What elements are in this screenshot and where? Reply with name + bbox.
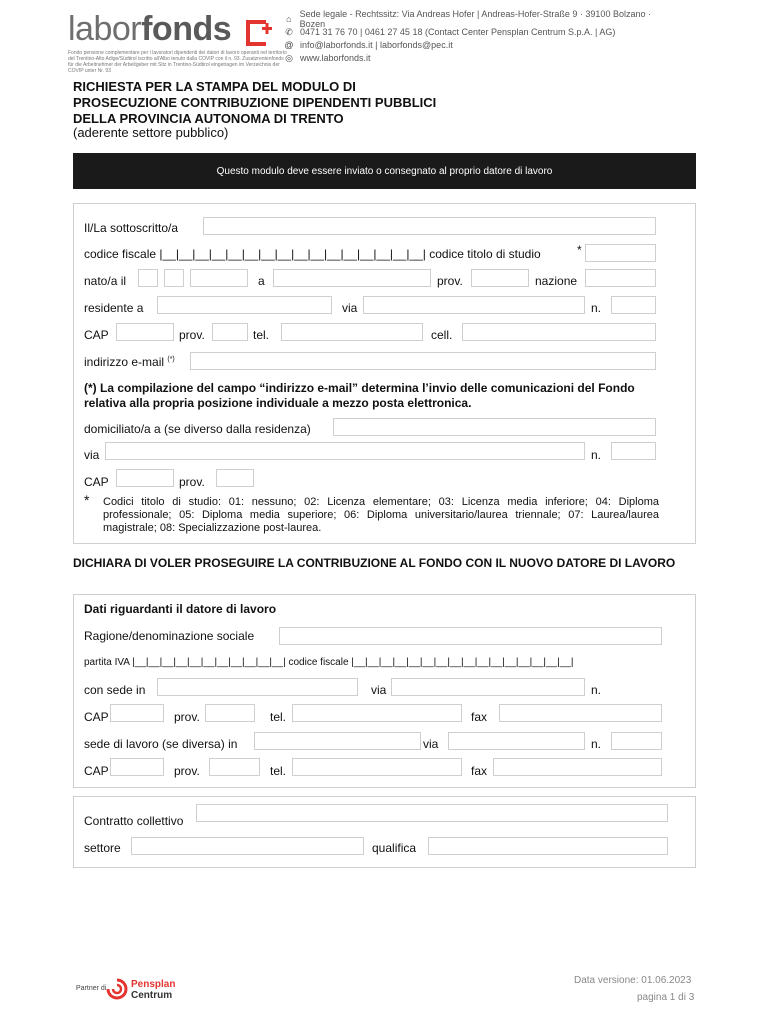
birth-prov-label: prov. <box>437 274 463 288</box>
form-subtitle: (aderente settore pubblico) <box>73 125 229 140</box>
sede-lavoro-label: sede di lavoro (se diversa) in <box>84 737 238 751</box>
form-title <box>73 79 436 127</box>
prov-label: prov. <box>179 328 205 342</box>
emp-fax-field[interactable] <box>499 704 662 722</box>
contact-email-text: info@laborfonds.it | laborfonds@pec.it <box>300 39 453 50</box>
piva-label: partita IVA |__|__|__|__|__|__|__|__|__|__|__| codice fiscale |__|__|__|__|__|__|__|__|__|__|__|__|__|__|__|__| <box>84 657 574 668</box>
name-field[interactable] <box>203 217 656 235</box>
title-line-3: DELLA PROVINCIA AUTONOMA DI TRENTO <box>73 111 344 126</box>
sede-field[interactable] <box>157 678 358 696</box>
via-field[interactable] <box>363 296 585 314</box>
nazione-label: nazione <box>535 274 578 288</box>
emp-tel-label: tel. <box>270 710 287 724</box>
at-icon: @ <box>284 39 294 50</box>
laborfonds-logo-mark-icon <box>242 16 274 48</box>
birth-place-label: a <box>258 274 265 288</box>
asterisk-mark: * <box>577 243 582 257</box>
phone-icon: ✆ <box>285 26 293 37</box>
birth-month-field[interactable] <box>164 269 184 287</box>
partner-name-line-2: Centrum <box>131 990 173 1001</box>
title-line-1: RICHIESTA PER LA STAMPA DEL MODULO DI <box>73 79 356 94</box>
laborfonds-logo <box>68 10 231 49</box>
sede-lavoro-n-label: n. <box>591 737 602 751</box>
emp-cap-field[interactable] <box>110 704 164 722</box>
birth-prov-field[interactable] <box>471 269 529 287</box>
emp-prov-label: prov. <box>174 710 200 724</box>
partner-name-line-1: Pensplan <box>131 979 176 990</box>
email-footnote-mark: (*) <box>167 356 175 363</box>
dom-via-label: via <box>84 448 100 462</box>
emp-via-field[interactable] <box>391 678 585 696</box>
dom-prov-field[interactable] <box>216 469 254 487</box>
sl-fax-label: fax <box>471 764 488 778</box>
email-field[interactable] <box>190 352 656 370</box>
residente-label: residente a <box>84 301 144 315</box>
emp-cap-label: CAP <box>84 710 109 724</box>
employer-heading: Dati riguardanti il datore di lavoro <box>84 602 277 616</box>
contact-phone-text: 0471 31 76 70 | 0461 27 45 18 (Contact Center Pensplan Centrum S.p.A. | AG) <box>300 26 616 37</box>
emp-tel-field[interactable] <box>292 704 462 722</box>
pensplan-logo-icon <box>106 978 128 1000</box>
n-field[interactable] <box>611 296 656 314</box>
home-icon: ⌂ <box>286 13 292 24</box>
partner-label: Partner di <box>76 985 107 992</box>
sl-cap-field[interactable] <box>110 758 164 776</box>
page-number: pagina 1 di 3 <box>637 992 695 1003</box>
contact-address <box>284 8 664 29</box>
domiciliato-label: domiciliato/a a (se diverso dalla residenza) <box>84 422 311 436</box>
version-date: Data versione: 01.06.2023 <box>574 975 692 986</box>
contact-web-text: www.laborfonds.it <box>300 52 371 63</box>
contact-web <box>284 51 664 64</box>
title-line-2: PROSECUZIONE CONTRIBUZIONE DIPENDENTI PUBBLICI <box>73 95 437 110</box>
emp-prov-field[interactable] <box>205 704 255 722</box>
contact-block <box>284 8 664 64</box>
cap-field[interactable] <box>116 323 174 341</box>
instruction-banner: Questo modulo deve essere inviato o consegnato al proprio datore di lavoro <box>73 153 696 189</box>
contact-phone <box>284 25 664 38</box>
declaration-heading: DICHIARA DI VOLER PROSEGUIRE LA CONTRIBUZIONE AL FONDO CON IL NUOVO DATORE DI LAVORO <box>73 556 676 570</box>
nato-label: nato/a il <box>84 274 127 288</box>
logo-part-2: fonds <box>141 10 232 48</box>
ragione-label: Ragione/denominazione sociale <box>84 629 255 643</box>
contratto-field[interactable] <box>196 804 668 822</box>
residente-field[interactable] <box>157 296 332 314</box>
contact-address-text: Sede legale - Rechtssitz: Via Andreas Hofer | Andreas-Hofer-Straße 9 · 39100 Bolzano · Bozen <box>299 8 651 29</box>
emp-fax-label: fax <box>471 710 488 724</box>
tel-field[interactable] <box>281 323 423 341</box>
sl-tel-field[interactable] <box>292 758 462 776</box>
sl-fax-field[interactable] <box>493 758 662 776</box>
contact-email <box>284 38 664 51</box>
partner-name <box>131 979 175 1001</box>
contratto-label: Contratto collettivo <box>84 814 184 828</box>
dom-via-field[interactable] <box>105 442 585 460</box>
qualifica-label: qualifica <box>372 841 417 855</box>
dom-n-label: n. <box>591 448 602 462</box>
sede-lavoro-via-field[interactable] <box>448 732 585 750</box>
titolo-studio-field[interactable] <box>585 244 656 262</box>
birth-year-field[interactable] <box>190 269 248 287</box>
sottoscritto-label: Il/La sottoscritto/a <box>84 221 179 235</box>
settore-label: settore <box>84 841 121 855</box>
nazione-field[interactable] <box>585 269 656 287</box>
emp-via-label: via <box>371 683 387 697</box>
codici-note: Codici titolo di studio: 01: nessuno; 02: Licenza elementare; 03: Licenza media inferiore; 04: Diploma professionale; 05: Diploma media superiore; 06: Diploma universitario/laurea triennale; 07: Laurea/laurea magistrale; 08: Specializzazione post-laurea. <box>103 496 659 534</box>
email-label-text: indirizzo e-mail <box>84 355 165 369</box>
sl-prov-field[interactable] <box>209 758 260 776</box>
via-label: via <box>342 301 358 315</box>
dom-cap-field[interactable] <box>116 469 174 487</box>
globe-icon: ◎ <box>285 52 293 63</box>
domiciliato-field[interactable] <box>333 418 656 436</box>
dom-prov-label: prov. <box>179 475 205 489</box>
sl-prov-label: prov. <box>174 764 200 778</box>
email-label <box>84 355 175 369</box>
cell-label: cell. <box>431 328 453 342</box>
sl-cap-label: CAP <box>84 764 109 778</box>
birth-day-field[interactable] <box>138 269 158 287</box>
legal-notice: Fondo pensione complementare per i lavoratori dipendenti dei datori di lavoro operanti nel territorio del Trentino-Alto Adige/Südtirol iscritto all'Albo tenuto dalla COVIP con il n. 93. Zusatzrentenfonds für die Arbeitnehmer der Arbeitgeber mit Sitz in Trentino-Südtirol eingetragen im Verzeichnis der COVIP unter Nr. 93 <box>68 50 287 74</box>
cap-label: CAP <box>84 328 109 342</box>
logo-part-1: labor <box>68 10 142 48</box>
settore-field[interactable] <box>131 837 364 855</box>
sede-lavoro-n-field[interactable] <box>611 732 662 750</box>
sede-label: con sede in <box>84 683 146 697</box>
tel-label: tel. <box>253 328 270 342</box>
sl-tel-label: tel. <box>270 764 287 778</box>
qualifica-field[interactable] <box>428 837 668 855</box>
sede-lavoro-field[interactable] <box>254 732 421 750</box>
cell-field[interactable] <box>462 323 656 341</box>
codice-fiscale-label: codice fiscale |__|__|__|__|__|__|__|__|__|__|__|__|__|__|__|__| codice titolo di studio <box>84 247 541 261</box>
codici-star: * <box>84 492 90 508</box>
sede-lavoro-via-label: via <box>423 737 439 751</box>
ragione-field[interactable] <box>279 627 662 645</box>
dom-n-field[interactable] <box>611 442 656 460</box>
dom-cap-label: CAP <box>84 475 109 489</box>
prov-field[interactable] <box>212 323 248 341</box>
n-label: n. <box>591 301 602 315</box>
email-note: (*) La compilazione del campo “indirizzo e-mail” determina l’invio delle comunicazioni del Fondo relativa alla propria posizione individuale a mezzo posta elettronica. <box>84 381 635 410</box>
emp-n-label: n. <box>591 683 602 697</box>
birth-place-field[interactable] <box>273 269 431 287</box>
